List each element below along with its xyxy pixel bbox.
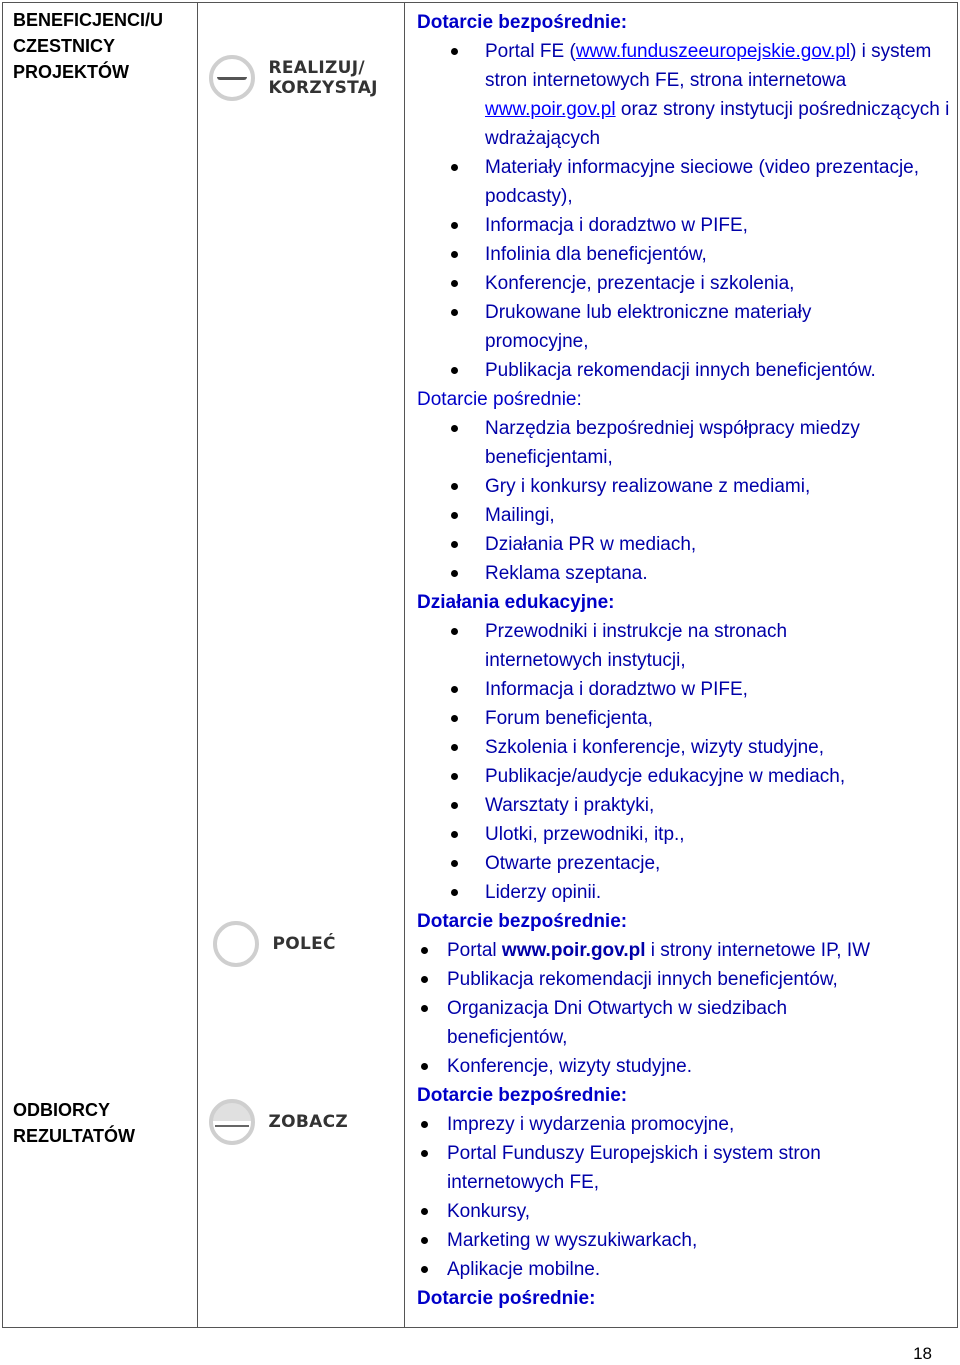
list-item-text: i strony internetowe IP, IW: [645, 940, 871, 961]
list-item: Przewodniki i instrukcje na stronach internetowych instytucji,: [417, 617, 957, 675]
polec-badge: [213, 921, 336, 967]
roles-column: [3, 3, 198, 1328]
list-item: Konferencje, prezentacje i szkolenia,: [417, 269, 957, 298]
list-item: Liderzy opinii.: [417, 878, 957, 907]
list-item: [417, 936, 957, 965]
list-item: Imprezy i wydarzenia promocyjne,: [417, 1110, 957, 1139]
zobacz-badge: [209, 1099, 349, 1145]
realizuj-badge: [209, 55, 379, 101]
list-item: Publikacje/audycje edukacyjne w mediach,: [417, 762, 957, 791]
list-item: Działania PR w mediach,: [417, 530, 957, 559]
channels-column: [405, 3, 958, 1328]
polec-icon: [213, 921, 259, 967]
list-item: Ulotki, przewodniki, itp.,: [417, 820, 957, 849]
list-item: Informacja i doradztwo w PIFE,: [417, 675, 957, 704]
list-item: Marketing w wyszukiwarkach,: [417, 1226, 957, 1255]
list-item: Otwarte prezentacje,: [417, 849, 957, 878]
section-see-indirect-title: Dotarcie pośrednie:: [417, 1288, 596, 1309]
list-item: Mailingi,: [417, 501, 957, 530]
list-item: Informacja i doradztwo w PIFE,: [417, 211, 957, 240]
realizuj-icon: [209, 55, 255, 101]
list-item: Publikacja rekomendacji innych beneficjentów.: [417, 356, 957, 385]
list-item: Publikacja rekomendacji innych beneficjentów,: [417, 965, 957, 994]
funduszeeuropejskie-link[interactable]: www.funduszeeuropejskie.gov.pl: [575, 41, 851, 62]
list-item: Portal Funduszy Europejskich i system stron internetowych FE,: [417, 1139, 957, 1197]
recommend-list: [417, 936, 957, 1081]
list-item: Gry i konkursy realizowane z mediami,: [417, 472, 957, 501]
list-item: Konkursy,: [417, 1197, 957, 1226]
section-see-title: Dotarcie bezpośrednie:: [417, 1085, 628, 1106]
role-recipients: ODBIORCY REZULTATÓW: [13, 1099, 135, 1146]
list-item: Drukowane lub elektroniczne materiały promocyjne,: [417, 298, 957, 356]
poir-link[interactable]: www.poir.gov.pl: [485, 99, 616, 120]
realizuj-label: REALIZUJ/ KORZYSTAJ: [268, 57, 378, 98]
list-item: Konferencje, wizyty studyjne.: [417, 1052, 957, 1081]
list-item-text: ) i system stron internetowych FE, strona internetowa: [485, 41, 932, 91]
list-item: Aplikacje mobilne.: [417, 1255, 957, 1284]
direct-channels-list: [417, 37, 957, 385]
list-item-text: Portal: [447, 940, 502, 961]
list-item-text: Portal FE (: [485, 41, 576, 62]
section-direct-title: Dotarcie bezpośrednie:: [417, 12, 628, 33]
list-item: Narzędzia bezpośredniej współpracy miedzy beneficjentami,: [417, 414, 957, 472]
zobacz-label: ZOBACZ: [268, 1111, 348, 1132]
section-education-title: Działania edukacyjne:: [417, 592, 615, 613]
list-item: Materiały informacyjne sieciowe (video prezentacje, podcasty),: [417, 153, 957, 211]
role-beneficiaries: BENEFICJENCI/U CZESTNICY PROJEKTÓW: [13, 10, 164, 82]
list-item: Organizacja Dni Otwartych w siedzibach beneficjentów,: [417, 994, 957, 1052]
list-item: Forum beneficjenta,: [417, 704, 957, 733]
list-item-text: oraz strony instytucji pośredniczących i wdrażających: [485, 99, 950, 149]
list-item: Reklama szeptana.: [417, 559, 957, 588]
communication-table: [2, 2, 958, 1328]
icons-column: [198, 3, 405, 1328]
section-indirect-title: Dotarcie pośrednie:: [417, 389, 582, 410]
zobacz-icon: [209, 1099, 255, 1145]
list-item: Infolinia dla beneficjentów,: [417, 240, 957, 269]
section-recommend-title: Dotarcie bezpośrednie:: [417, 911, 628, 932]
list-item: Warsztaty i praktyki,: [417, 791, 957, 820]
page-number: 18: [913, 1344, 932, 1363]
polec-label: POLEĆ: [272, 933, 336, 954]
list-item: [417, 37, 957, 153]
indirect-channels-list: [417, 414, 957, 588]
list-item: Szkolenia i konferencje, wizyty studyjne,: [417, 733, 957, 762]
education-list: [417, 617, 957, 907]
see-list: [417, 1110, 957, 1284]
poir-portal-text: www.poir.gov.pl: [501, 940, 646, 961]
